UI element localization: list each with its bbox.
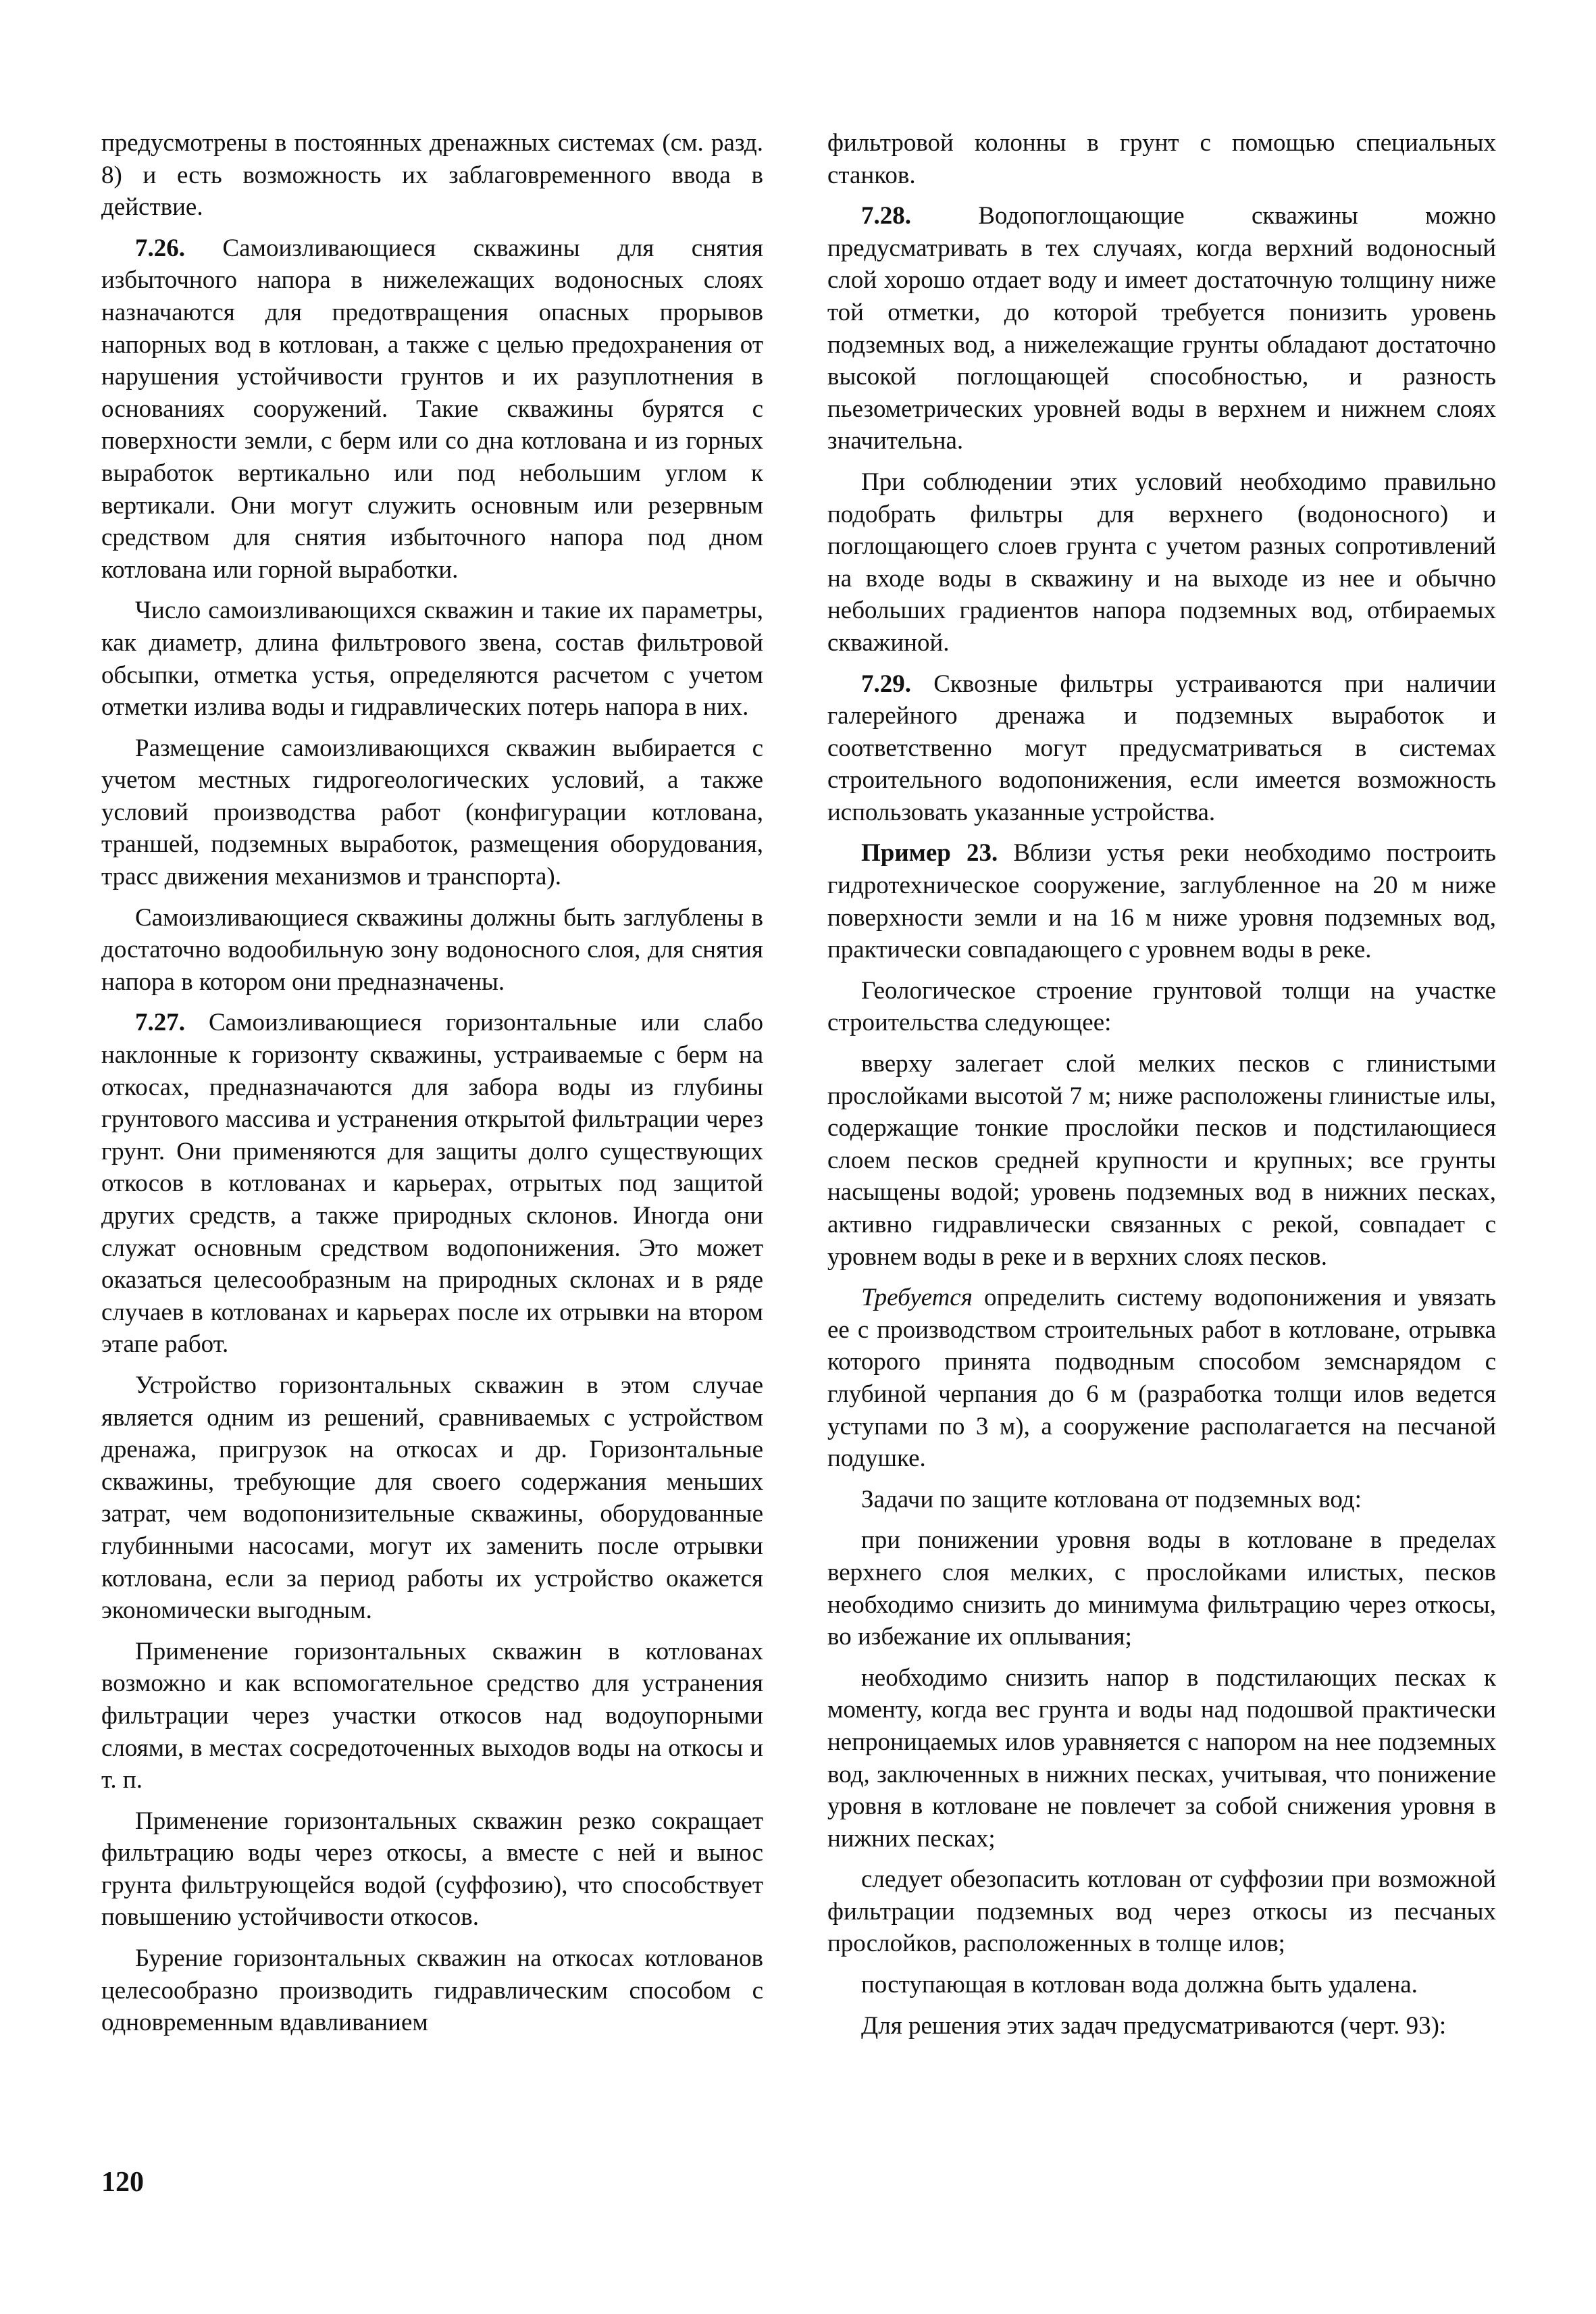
paragraph-text: Геологическое строение грунтовой толщи на участке строительства следующее:: [827, 976, 1496, 1037]
paragraph-text: Число самоизливающихся скважин и такие их параметры, как диаметр, длина фильтрового звена, состав фильтровой обсыпки, отметка устья, определяются расчетом с учетом отметки излива воды и гидравлических потерь напора в них.: [101, 597, 763, 722]
paragraph-text: Размещение самоизливающихся скважин выбирается с учетом местных гидрогеологических условий, а также условий производства работ (конфигурации котлована, траншей, подземных выработок, размещения оборудования, трасс движения механизмов и транспорта).: [101, 734, 763, 891]
paragraph: [827, 1048, 1496, 1273]
paragraph-text: Самоизливающиеся скважины для снятия избыточного напора в нижележащих водоносных слоях назначаются для предотвращения опасных прорывов напорных вод в котлован, а также с целью предохранения от нарушения устойчивости грунтов и их разуплотнения в основаниях сооружений. Такие скважины бурятся с поверхности земли, с берм или со дна котлована и из горных выработок вертикально или под небольшим углом к вертикали. Они могут служить основным или резервным средством для снятия избыточного напора под дном котлована или горной выработки.: [101, 234, 763, 584]
paragraph: [827, 837, 1496, 965]
clause-number: 7.29.: [861, 670, 911, 698]
paragraph-text: Водопоглощающие скважины можно предусматривать в тех случаях, когда верхний водоносный слой хорошо отдает воду и имеет достаточную толщину ниже той отметки, до которой требуется понизить уровень подземных вод, а нижележащие грунты обладают достаточно высокой поглощающей способностью, и разность пьезометрических уровней воды в верхнем и нижнем слоях значительна.: [827, 202, 1496, 455]
paragraph-text: При соблюдении этих условий необходимо правильно подобрать фильтры для верхнего (водоносного) и поглощающего слоев грунта с учетом разных сопротивлений на входе воды в скважину и на выходе из нее и обычно небольших градиентов напора подземных вод, отбираемых скважиной.: [827, 468, 1496, 657]
paragraph-text: следует обезопасить котлован от суффозии при возможной фильтрации подземных вод через откосы из песчаных прослойков, расположенных в толще илов;: [827, 1865, 1496, 1958]
paragraph: [827, 1524, 1496, 1653]
paragraph: [827, 466, 1496, 659]
paragraph-text: Устройство горизонтальных скважин в этом случае является одним из решений, сравниваемых с устройством дренажа, пригрузок на откосах и др. Горизонтальные скважины, требующие для своего содержания меньших затрат, чем водопонизительные скважины, оборудованные глубинными насосами, могут их заменить после отрывки котлована, если за период работы их устройство окажется экономически выгодным.: [101, 1371, 763, 1625]
paragraph: [101, 127, 763, 224]
paragraph-text: необходимо снизить напор в подстилающих песках к моменту, когда вес грунта и воды над подошвой практически непроницаемых илов уравняется с напором на нее подземных вод, заключенных в нижних песках, учитывая, что понижение уровня в котловане не повлечет за собой снижения уровня в нижних песках;: [827, 1663, 1496, 1853]
paragraph: [827, 1662, 1496, 1855]
paragraph: [827, 200, 1496, 457]
paragraph: [827, 1282, 1496, 1475]
paragraph: [827, 1484, 1496, 1516]
paragraph: [101, 1942, 763, 2039]
paragraph: [101, 232, 763, 586]
paragraph-text: Задачи по защите котлована от подземных вод:: [861, 1485, 1362, 1513]
paragraph: [101, 1805, 763, 1934]
paragraph: [827, 2010, 1496, 2042]
paragraph: [101, 1369, 763, 1627]
paragraph: [827, 127, 1496, 191]
paragraph: [101, 1007, 763, 1361]
paragraph-text: Применение горизонтальных скважин в котлованах возможно и как вспомогательное средство для устранения фильтрации через участки откосов над водоупорными слоями, в местах сосредоточенных выходов воды на откосы и т. п.: [101, 1637, 763, 1794]
paragraph: [827, 1969, 1496, 2001]
clause-number: 7.26.: [135, 234, 185, 262]
paragraph: [827, 1863, 1496, 1960]
clause-number: 7.28.: [861, 202, 911, 230]
paragraph: [101, 595, 763, 723]
paragraph-text: поступающая в котлован вода должна быть удалена.: [861, 1971, 1418, 1999]
paragraph-text: предусмотрены в постоянных дренажных системах (см. разд. 8) и есть возможность их заблаговременного ввода в действие.: [101, 129, 763, 222]
paragraph: [827, 975, 1496, 1039]
example-label: Пример 23.: [861, 839, 998, 867]
paragraph-text: вверху залегает слой мелких песков с глинистыми прослойками высотой 7 м; ниже расположены глинистые илы, содержащие тонкие прослойки песков и подстилающиеся слоем песков средней крупности и крупных; все грунты насыщены водой; уровень подземных вод в нижних песках, активно гидравлически связанных с рекой, совпадает с уровнем воды в реке и в верхних слоях песков.: [827, 1050, 1496, 1271]
paragraph-text: Для решения этих задач предусматриваются (черт. 93):: [861, 2011, 1447, 2040]
paragraph: [101, 732, 763, 893]
right-column: [827, 127, 1496, 2051]
paragraph-text: фильтровой колонны в грунт с помощью специальных станков.: [827, 129, 1496, 189]
paragraph-text: определить систему водопонижения и увязать ее с производством строительных работ в котловане, отрывка которого принята подводным способом земснарядом с глубиной черпания до 6 м (разработка толщи илов ведется уступами по 3 м), а сооружение располагается на песчаной подушке.: [827, 1284, 1496, 1473]
clause-number: 7.27.: [135, 1009, 185, 1037]
paragraph-text: Применение горизонтальных скважин резко сокращает фильтрацию воды через откосы, а вместе с ней и вынос грунта фильтрующейся водой (суффозию), что способствует повышению устойчивости откосов.: [101, 1807, 763, 1932]
paragraph-text: Сквозные фильтры устраиваются при наличии галерейного дренажа и подземных выработок и соответственно могут предусматриваться в системах строительного водопонижения, если имеется возможность использовать указанные устройства.: [827, 670, 1496, 826]
paragraph: [827, 668, 1496, 829]
paragraph-text: Самоизливающиеся скважины должны быть заглублены в достаточно водообильную зону водоносного слоя, для снятия напора в котором они предназначены.: [101, 903, 763, 996]
left-column: [101, 127, 763, 2048]
paragraph-text: Бурение горизонтальных скважин на откосах котлованов целесообразно производить гидравлическим способом с одновременным вдавливанием: [101, 1944, 763, 2037]
emphasis-word: Требуется: [861, 1284, 973, 1312]
paragraph-text: при понижении уровня воды в котловане в пределах верхнего слоя мелких, с прослойками илистых, песков необходимо снизить до минимума фильтрацию через откосы, во избежание их оплывания;: [827, 1526, 1496, 1651]
paragraph-text: Вблизи устья реки необходимо построить гидротехническое сооружение, заглубленное на 20 м ниже поверхности земли и на 16 м ниже уровня подземных вод, практически совпадающего с уровнем воды в реке.: [827, 839, 1496, 964]
page-number: 120: [101, 2167, 144, 2198]
paragraph-text: Самоизливающиеся горизонтальные или слабо наклонные к горизонту скважины, устраиваемые с берм на откосах, предназначаются для забора воды из глубины грунтового массива и устранения открытой фильтрации через грунт. Они применяются для защиты долго существующих откосов в котлованах и карьерах, отрытых под защитой других средств, а также природных склонов. Иногда они служат основным средством водопонижения. Это может оказаться целесообразным на природных склонах и в ряде случаев в котлованах и карьерах после их отрывки на втором этапе работ.: [101, 1009, 763, 1359]
paragraph: [101, 902, 763, 999]
paragraph: [101, 1636, 763, 1796]
